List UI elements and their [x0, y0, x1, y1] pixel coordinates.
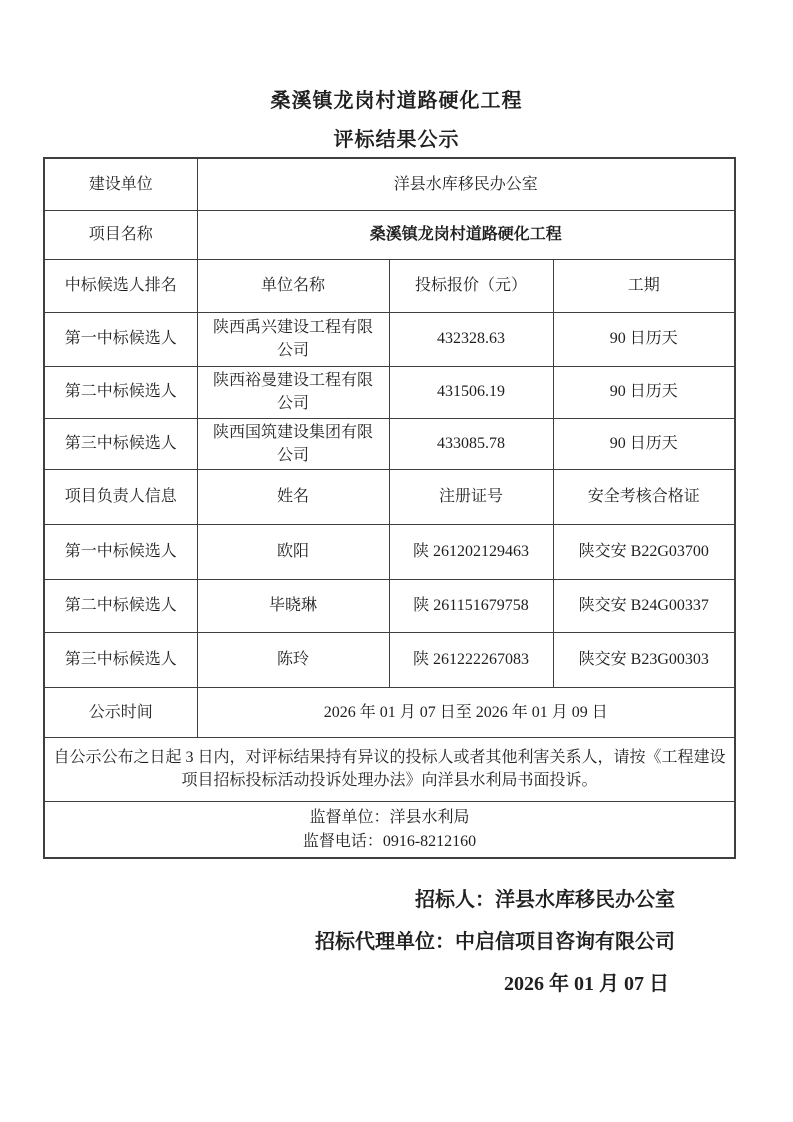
- supervision-cell: [44, 801, 735, 858]
- publicity-time-value: 2026 年 01 月 07 日至 2026 年 01 月 09 日: [197, 687, 735, 737]
- supervision-phone: 监督电话：0916-8212160: [302, 832, 477, 850]
- bid-row-3-duration: 90 日历天: [553, 418, 735, 469]
- supervision-unit: 监督单位：洋县水利局: [309, 809, 470, 827]
- manager-row-2: [44, 579, 735, 632]
- publicity-time-label: 公示时间: [44, 687, 197, 737]
- bid-header-row: [44, 259, 735, 312]
- bid-header-unit: 单位名称: [197, 259, 389, 312]
- manager-row-3-name: 陈玲: [197, 632, 389, 687]
- manager-row-2-safety: 陕交安 B24G00337: [553, 579, 735, 632]
- manager-row-3-safety: 陕交安 B23G00303: [553, 632, 735, 687]
- bid-row-1-rank: 第一中标候选人: [44, 312, 197, 366]
- bid-row-2: [44, 366, 735, 418]
- bid-row-2-duration: 90 日历天: [553, 366, 735, 418]
- publicity-time-row: [44, 687, 735, 737]
- supervision-row: [44, 801, 735, 858]
- bid-row-3-rank: 第三中标候选人: [44, 418, 197, 469]
- evaluation-results-table: [43, 157, 736, 859]
- project-name-row: [44, 210, 735, 259]
- manager-row-2-rank: 第二中标候选人: [44, 579, 197, 632]
- bid-row-1-price: 432328.63: [389, 312, 553, 366]
- bid-row-3: [44, 418, 735, 469]
- manager-header-safety: 安全考核合格证: [553, 469, 735, 524]
- manager-row-1-cert: 陕 261202129463: [389, 524, 553, 579]
- bid-row-1-unit: 陕西禹兴建设工程有限公司: [197, 312, 389, 366]
- objection-note-row: [44, 737, 735, 801]
- agency-line: 招标代理单位：中启信项目咨询有限公司: [315, 931, 675, 953]
- bid-row-2-rank: 第二中标候选人: [44, 366, 197, 418]
- construction-unit-row: [44, 158, 735, 210]
- manager-row-3-cert: 陕 261222267083: [389, 632, 553, 687]
- manager-row-1-safety: 陕交安 B22G03700: [553, 524, 735, 579]
- manager-header-cert: 注册证号: [389, 469, 553, 524]
- construction-unit-label: 建设单位: [44, 158, 197, 210]
- manager-row-1: [44, 524, 735, 579]
- manager-header-row: [44, 469, 735, 524]
- manager-header-label: 项目负责人信息: [44, 469, 197, 524]
- manager-row-3-rank: 第三中标候选人: [44, 632, 197, 687]
- bid-row-2-unit: 陕西裕曼建设工程有限公司: [197, 366, 389, 418]
- bid-row-1: [44, 312, 735, 366]
- bid-header-price: 投标报价（元）: [389, 259, 553, 312]
- manager-row-1-name: 欧阳: [197, 524, 389, 579]
- page-subtitle: 评标结果公示: [333, 129, 460, 151]
- construction-unit-value: 洋县水库移民办公室: [197, 158, 735, 210]
- bid-row-3-price: 433085.78: [389, 418, 553, 469]
- bid-header-rank: 中标候选人排名: [44, 259, 197, 312]
- bid-row-3-unit: 陕西国筑建设集团有限公司: [197, 418, 389, 469]
- date-line: 2026 年 01 月 07 日: [504, 973, 669, 995]
- manager-row-3: [44, 632, 735, 687]
- bidder-line: 招标人：洋县水库移民办公室: [415, 889, 675, 911]
- project-name-value: 桑溪镇龙岗村道路硬化工程: [197, 210, 735, 259]
- manager-row-1-rank: 第一中标候选人: [44, 524, 197, 579]
- signature-block: [315, 886, 675, 1012]
- manager-row-2-cert: 陕 261151679758: [389, 579, 553, 632]
- bid-row-1-duration: 90 日历天: [553, 312, 735, 366]
- manager-header-name: 姓名: [197, 469, 389, 524]
- bid-header-duration: 工期: [553, 259, 735, 312]
- bid-row-2-price: 431506.19: [389, 366, 553, 418]
- objection-note: 自公示公布之日起 3 日内，对评标结果持有异议的投标人或者其他利害关系人，请按《工程建设项目招标投标活动投诉处理办法》向洋县水利局书面投诉。: [44, 737, 735, 801]
- manager-row-2-name: 毕晓琳: [197, 579, 389, 632]
- project-name-label: 项目名称: [44, 210, 197, 259]
- page-title: 桑溪镇龙岗村道路硬化工程: [270, 90, 523, 112]
